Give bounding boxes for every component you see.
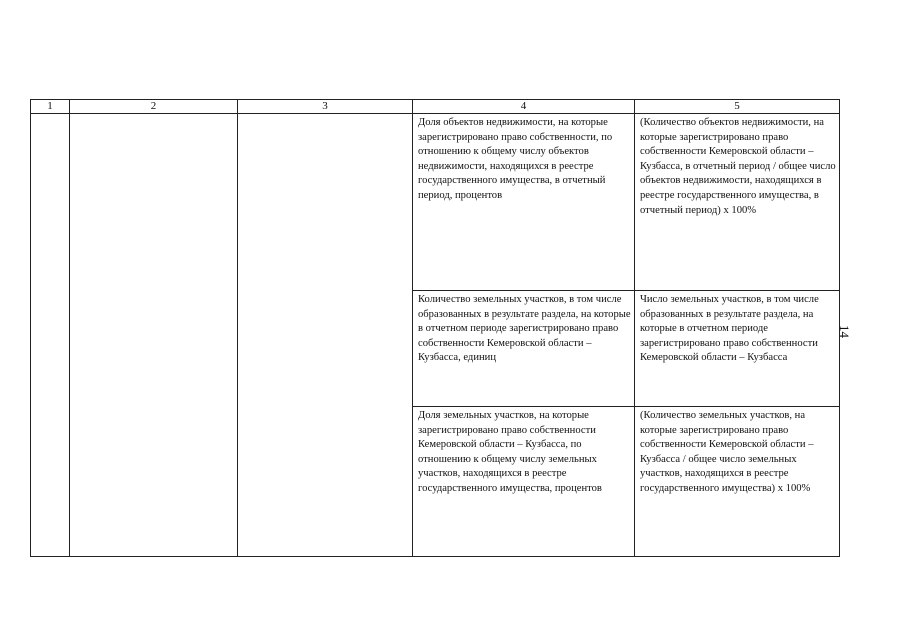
page-number: 14 — [837, 325, 852, 338]
header-col-3: 3 — [238, 100, 413, 114]
cell-col-1 — [31, 114, 70, 557]
header-col-2: 2 — [70, 100, 238, 114]
cell-col-2 — [70, 114, 238, 557]
header-col-1: 1 — [31, 100, 70, 114]
table-row — [31, 114, 840, 291]
header-col-4: 4 — [413, 100, 635, 114]
formula-cell: Число земельных участков, в том числе образованных в результате раздела, на которые в отчетном периоде зарегистрировано право собственности Кемеровской области – Кузбасса — [635, 291, 840, 407]
indicator-cell: Количество земельных участков, в том числе образованных в результате раздела, на которые в отчетном периоде зарегистрировано право собственности Кемеровской области – Кузбасса, единиц — [413, 291, 635, 407]
indicators-table — [30, 99, 840, 557]
header-col-5: 5 — [635, 100, 840, 114]
indicator-cell: Доля земельных участков, на которые зарегистрировано право собственности Кемеровской области – Кузбасса, по отношению к общему числу земельных участков, находящихся в реестре государственного имущества, процентов — [413, 407, 635, 557]
cell-col-3 — [238, 114, 413, 557]
formula-cell: (Количество объектов недвижимости, на которые зарегистрировано право собственности Кемеровской области – Кузбасса, в отчетный период / общее число объектов недвижимости, находящихся в реестре государственного имущества, в отчетный период) х 100% — [635, 114, 840, 291]
indicator-cell: Доля объектов недвижимости, на которые зарегистрировано право собственности, по отношению к общему числу объектов недвижимости, находящихся в реестре государственного имущества, в отчетный период, процентов — [413, 114, 635, 291]
formula-cell: (Количество земельных участков, на которые зарегистрировано право собственности Кемеровской области – Кузбасса / общее число земельных участков, находящихся в реестре государственного имущества) х 100% — [635, 407, 840, 557]
header-row — [31, 100, 840, 114]
